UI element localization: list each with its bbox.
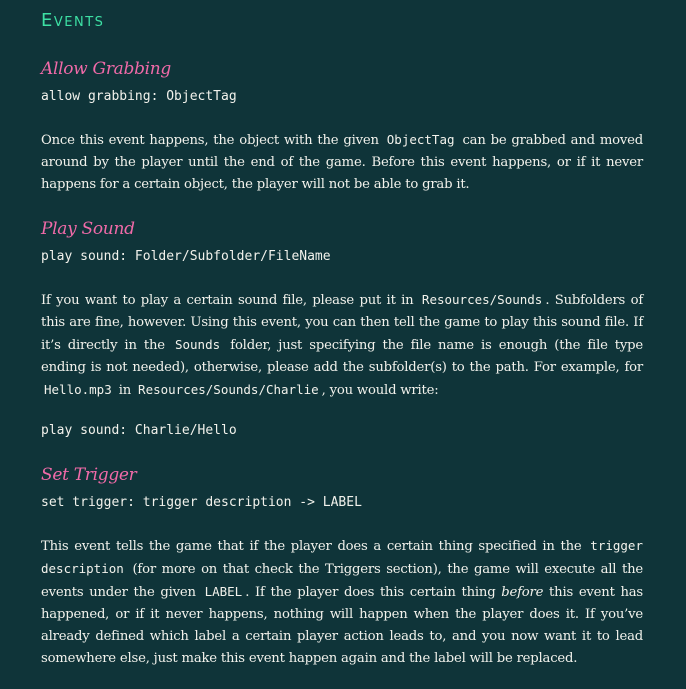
heading-play-sound: Play Sound xyxy=(41,219,135,239)
section-title: Events xyxy=(41,10,105,31)
text: in xyxy=(118,383,132,398)
paragraph-set-trigger xyxy=(41,535,643,670)
inline-code: Sounds xyxy=(174,337,221,352)
inline-code: ObjectTag xyxy=(386,132,455,147)
inline-code: Hello.mp3 xyxy=(44,382,112,397)
heading-set-trigger: Set Trigger xyxy=(41,465,137,485)
text: (for more on that check the Triggers section), the game will execute all the events under the given xyxy=(41,562,643,600)
text: , you would write: xyxy=(321,383,439,398)
text: Once this event happens, the object with the given xyxy=(41,133,379,148)
syntax-allow-grabbing: allow grabbing: ObjectTag xyxy=(41,89,237,104)
syntax-play-sound: play sound: Folder/Subfolder/FileName xyxy=(41,249,331,264)
text: This event tells the game that if the player does a certain thing specified in the xyxy=(41,539,582,554)
example-play-sound: play sound: Charlie/Hello xyxy=(41,423,237,438)
paragraph-allow-grabbing xyxy=(41,129,643,196)
inline-code: Resources/Sounds/Charlie xyxy=(138,382,319,397)
text: . Subfolders of this are fine, however. Using this event, you can then tell the game to play this sound file. If it’s directly in the xyxy=(41,293,643,353)
inline-code: LABEL xyxy=(204,584,243,599)
text: this event has happened, or if it never happens, nothing will happen when the player does it. If you’ve already defined which label a certain player action leads to, and you now want it to lead somewhere else, just make this event happen again and the label will be replaced. xyxy=(41,585,644,666)
text: folder, just specifying the file name is enough (the file type ending is not needed), otherwise, please add the subfolder(s) to the path. For example, for xyxy=(41,338,643,375)
inline-code: trigger description xyxy=(41,538,643,576)
text: . If the player does this certain thing xyxy=(245,585,496,600)
paragraph-play-sound xyxy=(41,289,643,402)
syntax-set-trigger: set trigger: trigger description -> LABEL xyxy=(41,495,362,510)
emphasis: before xyxy=(501,585,544,600)
text: If you want to play a certain sound file, please put it in xyxy=(41,293,414,308)
heading-allow-grabbing: Allow Grabbing xyxy=(41,59,172,79)
text: can be grabbed and moved around by the player until the end of the game. Before this event happens, or if it never happens for a certain object, the player will not be able to grab it. xyxy=(41,133,643,192)
inline-code: Resources/Sounds xyxy=(421,292,543,307)
